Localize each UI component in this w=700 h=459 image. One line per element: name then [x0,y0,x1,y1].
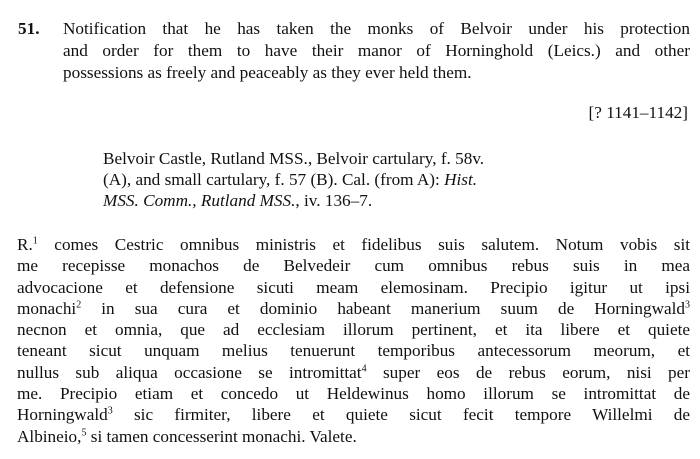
charter-text-run: in sua cura et dominio habeant manerium suum de Horningwald [81,298,685,318]
charter-text-run: Albineio, [17,426,82,446]
charter-line-2: me recepisse monachos de Belvedeir cum omnibus rebus suis in mea [17,256,690,276]
entry-number: 51. [18,19,40,38]
charter-text-run: sic firmiter, libere et quiete sicut fecit tempore Willelmi de [112,405,690,425]
entry-date: [? 1141–1142] [588,103,688,122]
source-line-2-italic: Hist. [444,170,478,189]
summary-line-2: and order for them to have their manor of Horninghold (Leics.) and other [63,41,690,60]
charter-text-run: nullus sub aliqua occasione se intromittat [17,362,362,382]
footnote-ref: 3 [685,299,690,311]
charter-line-4 [17,298,690,319]
charter-text-run: comes Cestric omnibus ministris et fidelibus suis salutem. Notum vobis sit [37,235,690,254]
charter-text [17,234,690,447]
source-line-2-text: (A), and small cartulary, f. 57 (B). Cal. (from A): [103,170,445,189]
charter-line-1 [17,234,690,255]
summary-line-3: possessions as freely and peaceably as they ever held them. [63,63,472,82]
footnote-ref: 2 [76,299,82,311]
charter-text-run: monachi [17,298,77,318]
source-line-1: Belvoir Castle, Rutland MSS., Belvoir cartulary, f. 58v. [103,149,485,168]
source-line-3 [103,190,461,211]
charter-line-10 [17,426,690,447]
source-note [103,148,485,211]
charter-line-8: me. Precipio etiam et concedo ut Heldewinus homo illorum se intromittat de [17,384,690,404]
charter-line-7 [17,362,690,383]
charter-line-3: advocacione et defensione sicuti meam elemosinam. Precipio igitur ut ipsi [17,277,690,297]
charter-text-run: R. [17,235,33,254]
source-line-3-italic: MSS. Comm., Rutland MSS. [103,191,296,210]
charter-line-5: necnon et omnia, que ad ecclesiam illorum pertinent, et ita libere et quiete [17,320,690,340]
charter-line-6: teneant sicut unquam melius tenuerunt temporibus antecessorum meorum, et [17,341,690,361]
charter-text-run: Horningwald [17,405,108,425]
footnote-ref: 4 [361,363,367,375]
source-line-2 [103,169,478,190]
footnote-ref: 1 [32,235,38,247]
charter-text-run: super eos de rebus eorum, nisi per [366,362,691,382]
source-line-3-text: , iv. 136–7. [295,191,373,210]
summary-line-1: Notification that he has taken the monks of Belvoir under his protection [63,19,690,38]
entry-summary [63,18,690,84]
charter-line-9 [17,404,690,425]
charter-text-run: si tamen concesserint monachi. Valete. [86,426,357,446]
footnote-ref: 5 [81,426,87,438]
footnote-ref: 3 [107,405,113,417]
